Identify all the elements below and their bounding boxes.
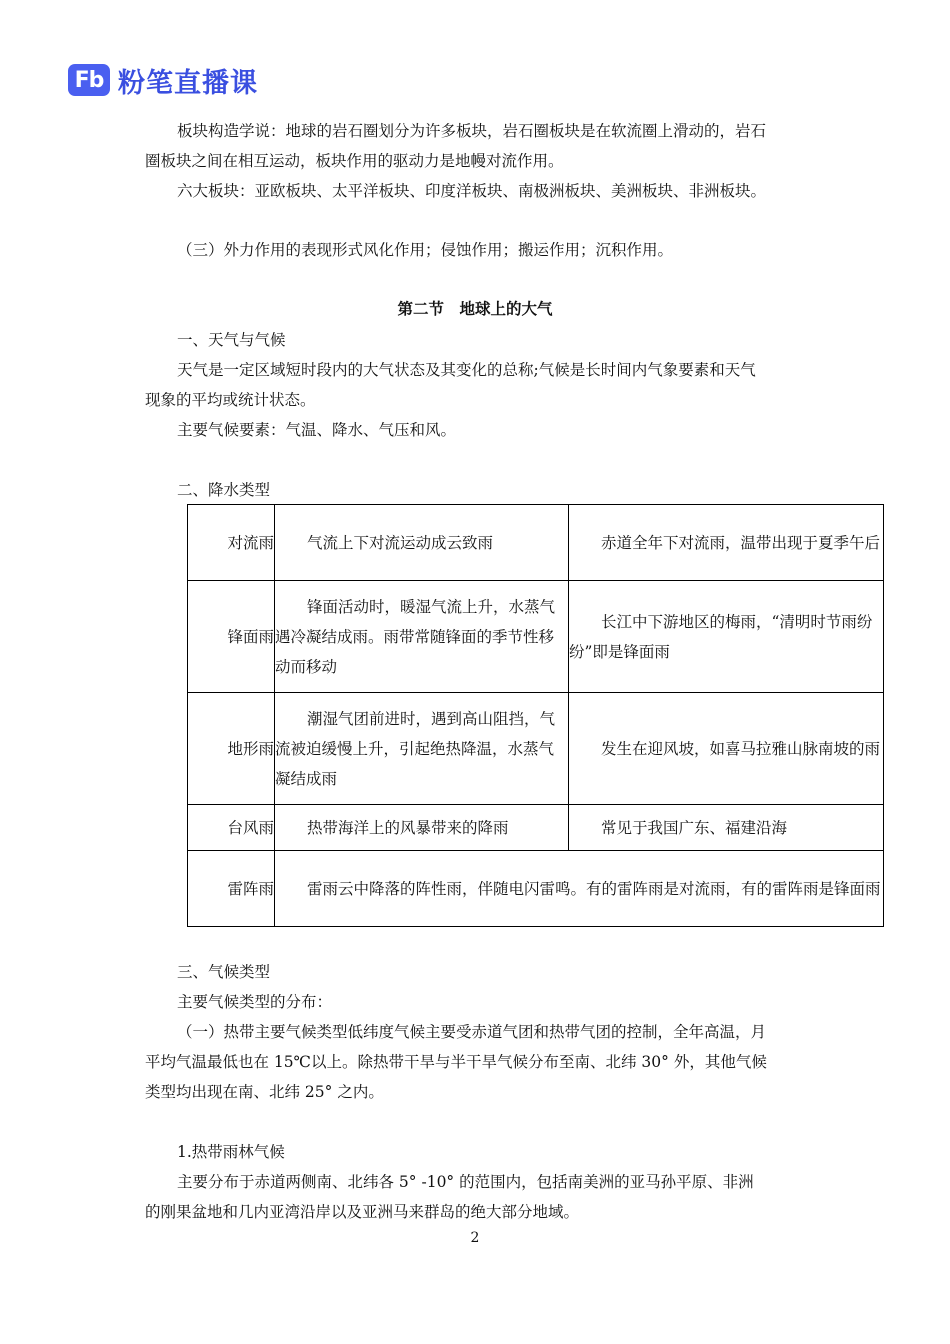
tropical-line-3: 类型均出现在南、北纬 25° 之内。: [145, 1083, 384, 1101]
rain-type-region: 赤道全年下对流雨，温带出现于夏季午后: [569, 505, 884, 581]
climate-distribution: 主要气候类型的分布：: [177, 993, 333, 1011]
tropical-line-1: （一）热带主要气候类型低纬度气候主要受赤道气团和热带气团的控制，全年高温，月: [177, 1023, 767, 1041]
weather-climate-heading: 一、天气与气候: [177, 331, 286, 349]
weather-definition-line-1: 天气是一定区域短时段内的大气状态及其变化的总称;气候是长时间内气象要素和天气: [177, 361, 756, 379]
rain-type-name: 地形雨: [188, 693, 275, 805]
tropical-line-2: 平均气温最低也在 15℃以上。除热带干旱与半干旱气候分布至南、北纬 30° 外，其他气候: [145, 1053, 767, 1071]
table-row: [188, 581, 884, 693]
plate-tectonics-line-2: 圈板块之间在相互运动，板块作用的驱动力是地幔对流作用。: [145, 152, 564, 170]
rain-type-cause: 锋面活动时，暖湿气流上升，水蒸气遇冷凝结成雨。雨带常随锋面的季节性移动而移动: [275, 581, 569, 693]
plate-tectonics-line-1: 板块构造学说：地球的岩石圈划分为许多板块，岩石圈板块是在软流圈上滑动的，岩石: [177, 122, 767, 140]
rainforest-line-1: 主要分布于赤道两侧南、北纬各 5° -10° 的范围内，包括南美洲的亚马孙平原、非洲: [177, 1173, 754, 1191]
rain-types-heading: 二、降水类型: [177, 481, 271, 499]
weather-definition-line-2: 现象的平均或统计状态。: [145, 391, 316, 409]
table-row: [188, 505, 884, 581]
fb-logo-icon: Fb: [68, 64, 110, 96]
rain-type-region: 常见于我国广东、福建沿海: [569, 805, 884, 851]
rain-type-name: 雷阵雨: [188, 851, 275, 927]
rain-type-name: 锋面雨: [188, 581, 275, 693]
rain-type-cause: 雷雨云中降落的阵性雨，伴随电闪雷鸣。有的雷阵雨是对流雨，有的雷阵雨是锋面雨: [275, 851, 884, 927]
rain-type-region: 长江中下游地区的梅雨，“清明时节雨纷纷”即是锋面雨: [569, 581, 884, 693]
brand-name: 粉笔直播课: [118, 67, 258, 99]
brand-logo: [68, 60, 258, 100]
section-title: 第二节 地球上的大气: [397, 300, 553, 318]
table-row: [188, 851, 884, 927]
page-number: 2: [470, 1230, 480, 1246]
rain-type-cause: 气流上下对流运动成云致雨: [275, 505, 569, 581]
climate-elements: 主要气候要素：气温、降水、气压和风。: [177, 421, 457, 439]
rain-type-name: 台风雨: [188, 805, 275, 851]
rain-type-cause: 潮湿气团前进时，遇到高山阻挡，气流被迫缓慢上升，引起绝热降温，水蒸气凝结成雨: [275, 693, 569, 805]
rain-type-cause: 热带海洋上的风暴带来的降雨: [275, 805, 569, 851]
table-row: [188, 693, 884, 805]
rain-type-name: 对流雨: [188, 505, 275, 581]
rain-types-table: [187, 504, 884, 927]
climate-types-heading: 三、气候类型: [177, 963, 271, 981]
six-plates: 六大板块：亚欧板块、太平洋板块、印度洋板块、南极洲板块、美洲板块、非洲板块。: [177, 182, 767, 200]
table-row: [188, 805, 884, 851]
rainforest-line-2: 的刚果盆地和几内亚湾沿岸以及亚洲马来群岛的绝大部分地域。: [145, 1203, 580, 1221]
external-forces: （三）外力作用的表现形式风化作用；侵蚀作用；搬运作用；沉积作用。: [177, 241, 674, 259]
rain-type-region: 发生在迎风坡，如喜马拉雅山脉南坡的雨: [569, 693, 884, 805]
rainforest-heading: 1.热带雨林气候: [177, 1143, 285, 1161]
